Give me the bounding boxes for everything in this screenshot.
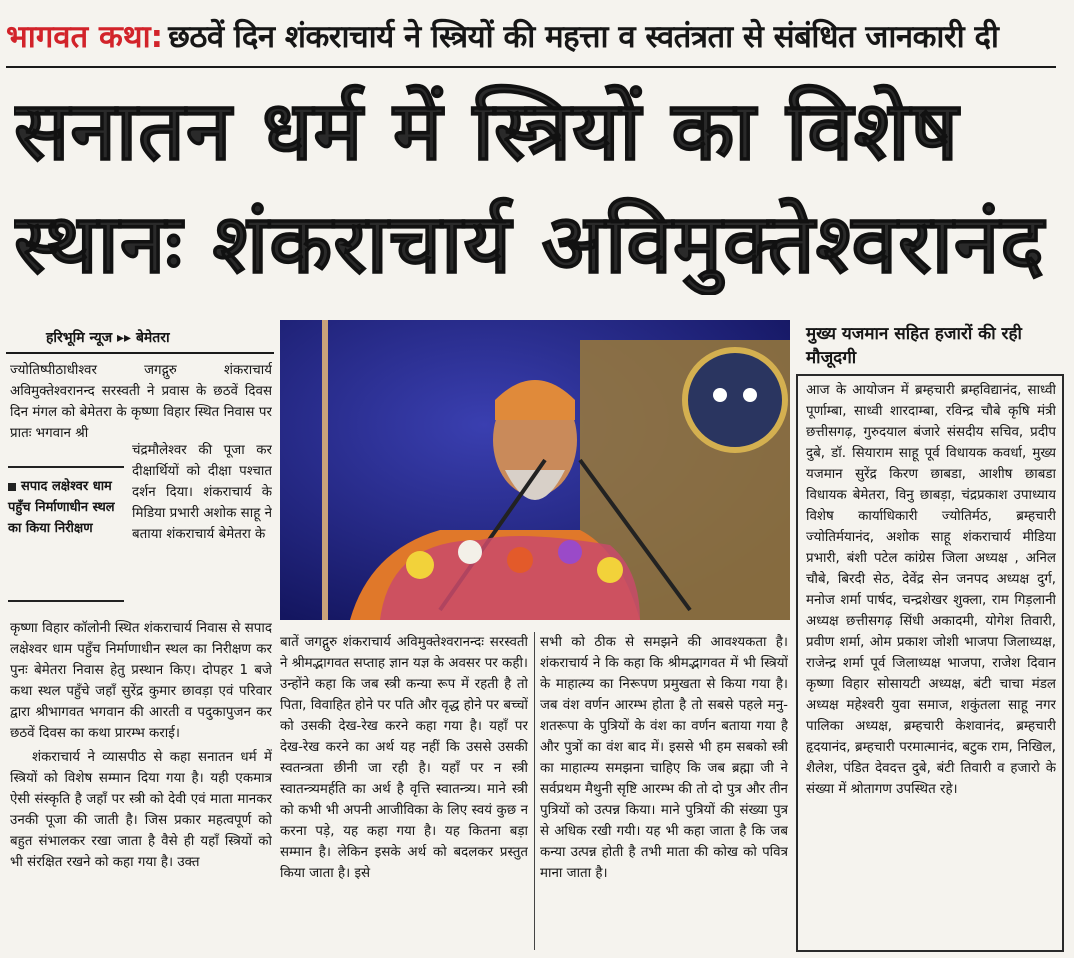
square-bullet-icon: [8, 483, 16, 491]
article-paragraph: शंकराचार्य ने व्यासपीठ से कहा सनातन धर्म में स्त्रियों को विशेष सम्मान दिया गया है। यही एकमात्र ऐसी संस्कृति है जहाँ पर स्त्री को देवी एवं माता मानकर उनकी पूजा की जाती है। जिस प्रकार महत्वपूर्ण को बहुत संभालकर रखा जाता है वैसे ही यहाँ स्त्रियों को भी संरक्षित रखने को कहा गया है। उक्त: [10, 750, 272, 870]
pull-quote-text: सपाद लक्षेश्वर धाम पहुँच निर्माणाधीन स्थल का किया निरीक्षण: [8, 479, 115, 536]
pole-icon: [322, 320, 328, 620]
deity-icon: [685, 350, 785, 450]
kicker-label: भागवत कथा:: [6, 19, 164, 55]
pull-quote-box: [8, 466, 124, 602]
article-column-2: [280, 632, 528, 952]
kicker-line: [6, 8, 1056, 68]
article-paragraph: बातें जगद्गुरु शंकराचार्य अविमुक्तेश्वरानन्दः सरस्वती ने श्रीमद्भागवत सप्ताह ज्ञान यज्ञ के अवसर पर कही। उन्होंने कहा कि जब स्त्री कन्या रूप में रहती है तो पिता, विवाहित होने पर पति और वृद्ध होने पर बच्चों को उसकी देख-रेख करने कहा गया है। यहाँ पर देख-रेख करने का अर्थ यह नहीं कि उससे उसकी स्वतन्त्रता छीनी जा रही है। यहाँ पर न स्त्री स्वातन्त्र्यमर्हति का अर्थ है वृत्ति स्वातन्त्र्य। माने स्त्री को कभी भी अपनी आजीविका के लिए स्वयं कुछ न करना पड़े, यह कहा गया है। यह कितना बड़ा सम्मान है। लेकिन इसके अर्थ को बदलकर प्रस्तुत किया जाता है। इसे: [280, 635, 528, 881]
byline-rule: [6, 352, 274, 354]
article-column-1-bottom: [10, 618, 272, 948]
article-column-1-top: [10, 360, 272, 440]
column-divider: [534, 632, 535, 950]
article-paragraph: चंद्रमौलेश्वर की पूजा कर दीक्षार्थियों को दीक्षा पश्चात दर्शन दिया। शंकराचार्य के मिडिया प्रभारी अशोक साहू ने बताया शंकराचार्य बेमेतरा के: [132, 443, 272, 542]
article-paragraph: ज्योतिष्पीठाधीश्वर जगद्गुरु शंकराचार्य अविमुक्तेश्वरानन्द सरस्वती ने प्रवास के छठवें दिवस दिन मंगल को बेमेतरा के कृष्णा विहार स्थित निवास पर प्रातः भगवान श्री: [10, 363, 272, 440]
article-paragraph: सभी को ठीक से समझने की आवश्यकता है। शंकराचार्य ने कि कहा कि श्रीमद्भागवत में भी स्त्रियों के माहात्म्य का निरूपण प्रमुखता से किया गया है। जब वंश वर्णन आरम्भ होता है तो सबसे पहले मनु-शतरूपा के पुत्रियों के वंश का वर्णन बताया गया है और पुत्रों का वंश बाद में। इससे भी हम सबको स्त्री का माहात्म्य समझना चाहिए कि जब ब्रह्मा जी ने सर्वप्रथम मैथुनी सृष्टि आरम्भ की तो दो पुत्र और तीन पुत्रियों को उत्पन्न किया। माने पुत्रियों की संख्या पुत्र से अधिक रखी गयी। यह भी कहा जाता है कि जब कन्या उत्पन्न होती है तभी माता की कोख को पवित्र माना जाता है।: [540, 635, 788, 881]
photo-illustration: [280, 320, 790, 620]
byline: हरिभूमि न्यूज ▸▸ बेमेतरा: [46, 330, 170, 346]
headline-line-1: सनातन धर्म में स्त्रियों का विशेष: [14, 84, 960, 179]
article-paragraph: कृष्णा विहार कॉलोनी स्थित शंकराचार्य निवास से सपाद लक्षेश्वर धाम पहुँच निर्माणाधीन स्थल का निरीक्षण कर पुनः बेमेतरा निवास हेतु प्रस्थान किए। दोपहर 1 बजे कथा स्थल पहुँचे जहाँ सुरेंद्र कुमार छावड़ा एवं परिवार द्वारा श्रीभागवत भगवान की आरती व पदुकापुजन कर छठवें दिवस का कथा प्रारम्भ कराई।: [10, 621, 272, 741]
article-column-1-middle: [132, 440, 272, 618]
speaker-photo: [280, 320, 790, 620]
sidebar-box: [796, 374, 1064, 952]
article-column-3: [540, 632, 788, 952]
sidebar-heading: मुख्य यजमान सहित हजारों की रही मौजूदगी: [806, 324, 1022, 368]
headline-line-2: स्थानः शंकराचार्य अविमुक्तेश्वरानंद: [14, 197, 1045, 292]
kicker-text: छठवें दिन शंकराचार्य ने स्त्रियों की महत्ता व स्वतंत्रता से संबंधित जानकारी दी: [168, 19, 999, 55]
sidebar-body: आज के आयोजन में ब्रम्हचारी ब्रम्हविद्यानंद, साध्वी पूर्णाम्बा, साध्वी शारदाम्बा, रविन्द्र चौबे कृषि मंत्री छत्तीसगढ़, गुरुदयाल बंजारे संसदीय सचिव, प्रदीप दुबे, डॉ. सियाराम साहू पूर्व विधायक कवर्धा, मुख्य यजमान सुरेंद्र किरण छाबडा, आशीष छाबडा विधायक बेमेतरा, विनु छाबड़ा, चंद्रप्रकाश उपाध्याय विशेष कार्याधिकारी ज्योतिर्मठ, ब्रम्हचारी ज्योतिर्मयानंद, अशोक साहू शंकराचार्य मीडिया प्रभारी, बंशी पटेल कांग्रेस जिला अध्यक्ष , अनिल चौबे, बिरदी सेठ, देवेंद्र सेन जनपद अध्यक्ष दुर्ग, मनोज शर्मा पार्षद, चन्द्रशेखर शुक्ला, राम गिड़लानी अध्यक्ष छत्तीसगढ़ सिंधी अकादमी, योगेश तिवारी, प्रवीण शर्मा, ओम प्रकाश जोशी भाजपा जिलाध्यक्ष, राजेन्द्र शर्मा पूर्व जिलाध्यक्ष भाजपा, राजेश दिवान कृष्णा विहार सोसायटी अध्यक्ष, बंटी चाचा मंडल अध्यक्ष महेश्वरी युवा समाज, शकुंतला साहू नगर पालिका अध्यक्ष, ब्रम्हचारी केशवानंद, ब्रम्हचारी हृदयानंद, ब्रम्हचारी परमात्मानंद, बटुक राम, निखिल, शैलेश, पंडित देवदत्त दुबे, बंटी तिवारी व हजारो के संख्या में श्रोतागण उपस्थित रहे।: [806, 383, 1056, 797]
